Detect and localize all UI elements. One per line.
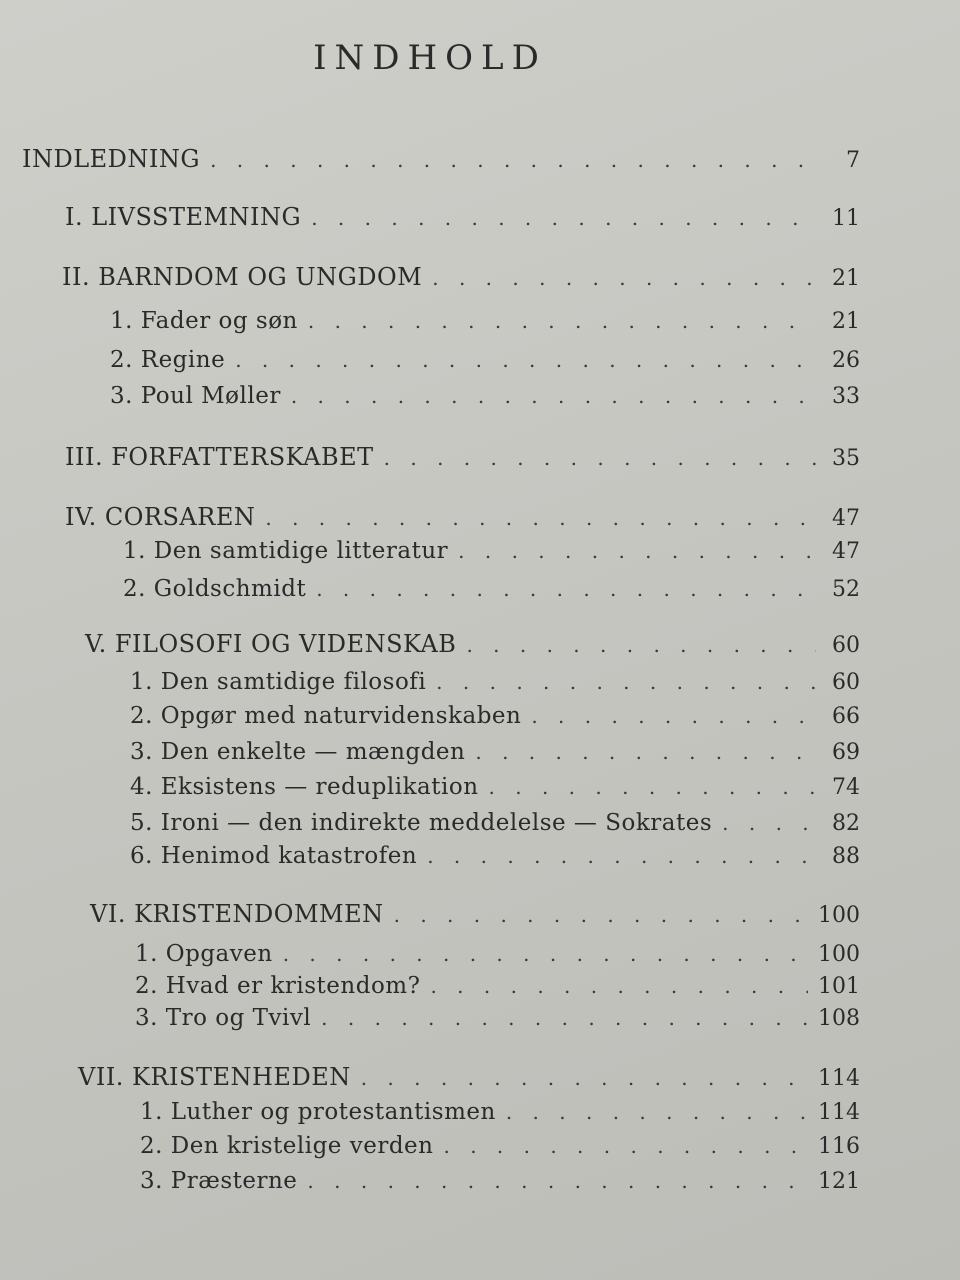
- dot-leader: [427, 844, 816, 868]
- dot-leader: [436, 670, 816, 694]
- toc-chapter-entry: [65, 203, 860, 235]
- toc-section-entry: [140, 1168, 860, 1200]
- entry-title: II. BARNDOM OG UNGDOM: [62, 263, 423, 291]
- page-number: 108: [818, 1006, 860, 1031]
- entry-title: 1. Fader og søn: [110, 308, 298, 334]
- page-number: 26: [832, 348, 860, 373]
- entry-title: 2. Opgør med naturvidenskaben: [130, 703, 522, 729]
- toc-chapter-entry: [85, 630, 860, 662]
- toc-chapter-entry: [65, 503, 860, 535]
- entry-title: 3. Den enkelte — mængden: [130, 739, 466, 765]
- page-number: 116: [818, 1134, 860, 1159]
- toc-chapter-entry: [62, 263, 860, 295]
- entry-title: 4. Eksistens — reduplikation: [130, 774, 479, 800]
- entry-title: IV. CORSAREN: [65, 503, 256, 531]
- dot-leader: [443, 1134, 808, 1158]
- toc-section-entry: [130, 810, 860, 842]
- page-number: 88: [832, 844, 860, 869]
- entry-title: 3. Poul Møller: [110, 383, 281, 409]
- entry-title: VII. KRISTENHEDEN: [78, 1063, 351, 1091]
- toc-section-entry: [140, 1099, 860, 1131]
- page-number: 114: [818, 1100, 860, 1125]
- page-number: 101: [818, 974, 860, 999]
- dot-leader: [291, 384, 816, 408]
- page-number: 114: [818, 1066, 860, 1091]
- page-number: 35: [832, 446, 860, 471]
- dot-leader: [384, 446, 816, 470]
- page-number: 60: [832, 670, 860, 695]
- page-number: 74: [832, 775, 860, 800]
- toc-section-entry: [130, 703, 860, 735]
- page-number: 66: [832, 704, 860, 729]
- entry-title: 2. Hvad er kristendom?: [135, 973, 421, 999]
- toc-section-entry: [130, 739, 860, 771]
- entry-title: 1. Den samtidige filosofi: [130, 669, 427, 695]
- page-number: 21: [832, 266, 860, 291]
- dot-leader: [432, 266, 816, 290]
- page-number: 11: [832, 206, 860, 231]
- dot-leader: [321, 1006, 808, 1030]
- entry-title: III. FORFATTERSKABET: [65, 443, 374, 471]
- dot-leader: [722, 811, 816, 835]
- page-number: 47: [832, 539, 860, 564]
- dot-leader: [311, 206, 816, 230]
- toc-chapter-entry: [65, 443, 860, 475]
- entry-title: 2. Regine: [110, 347, 226, 373]
- dot-leader: [283, 942, 808, 966]
- entry-title: I. LIVSSTEMNING: [65, 203, 302, 231]
- dot-leader: [307, 1169, 808, 1193]
- dot-leader: [210, 148, 816, 172]
- entry-title: V. FILOSOFI OG VIDENSKAB: [85, 630, 457, 658]
- page-number: 21: [832, 309, 860, 334]
- page-number: 69: [832, 740, 860, 765]
- entry-title: 5. Ironi — den indirekte meddelelse — Sokrates: [130, 810, 713, 836]
- entry-title: VI. KRISTENDOMMEN: [90, 900, 384, 928]
- dot-leader: [308, 309, 816, 333]
- dot-leader: [531, 704, 816, 728]
- toc-chapter-entry: [78, 1063, 860, 1095]
- page-number: 82: [832, 811, 860, 836]
- entry-title: 1. Den samtidige litteratur: [123, 538, 449, 564]
- dot-leader: [361, 1066, 808, 1090]
- entry-title: 2. Den kristelige verden: [140, 1133, 434, 1159]
- page-title: INDHOLD: [313, 38, 547, 78]
- dot-leader: [430, 974, 808, 998]
- entry-title: 3. Tro og Tvivl: [135, 1005, 312, 1031]
- dot-leader: [316, 577, 816, 601]
- toc-section-entry: [123, 576, 860, 608]
- dot-leader: [506, 1100, 808, 1124]
- dot-leader: [235, 348, 816, 372]
- toc-section-entry: [110, 347, 860, 379]
- toc-section-entry: [130, 774, 860, 806]
- toc-section-entry: [130, 669, 860, 701]
- dot-leader: [394, 903, 808, 927]
- page-number: 121: [818, 1169, 860, 1194]
- toc-section-entry: [135, 941, 860, 973]
- entry-title: 1. Opgaven: [135, 941, 273, 967]
- toc-section-entry: [110, 308, 860, 340]
- entry-title: INDLEDNING: [22, 145, 201, 173]
- page-number: 100: [818, 903, 860, 928]
- dot-leader: [466, 633, 816, 657]
- page-number: 47: [832, 506, 860, 531]
- page-number: 100: [818, 942, 860, 967]
- page-number: 60: [832, 633, 860, 658]
- page-number: 52: [832, 577, 860, 602]
- page-number: 33: [832, 384, 860, 409]
- toc-section-entry: [135, 1005, 860, 1037]
- dot-leader: [265, 506, 816, 530]
- entry-title: 2. Goldschmidt: [123, 576, 307, 602]
- toc-section-entry: [123, 538, 860, 570]
- toc-section-entry: [135, 973, 860, 1005]
- dot-leader: [458, 539, 816, 563]
- dot-leader: [489, 775, 816, 799]
- toc-section-entry: [140, 1133, 860, 1165]
- entry-title: 6. Henimod katastrofen: [130, 843, 418, 869]
- toc-section-entry: [130, 843, 860, 875]
- entry-title: 1. Luther og protestantismen: [140, 1099, 496, 1125]
- toc-chapter-entry: [90, 900, 860, 932]
- dot-leader: [475, 740, 816, 764]
- entry-title: 3. Præsterne: [140, 1168, 298, 1194]
- toc-chapter-entry: [22, 145, 860, 177]
- toc-section-entry: [110, 383, 860, 415]
- page-number: 7: [846, 148, 860, 173]
